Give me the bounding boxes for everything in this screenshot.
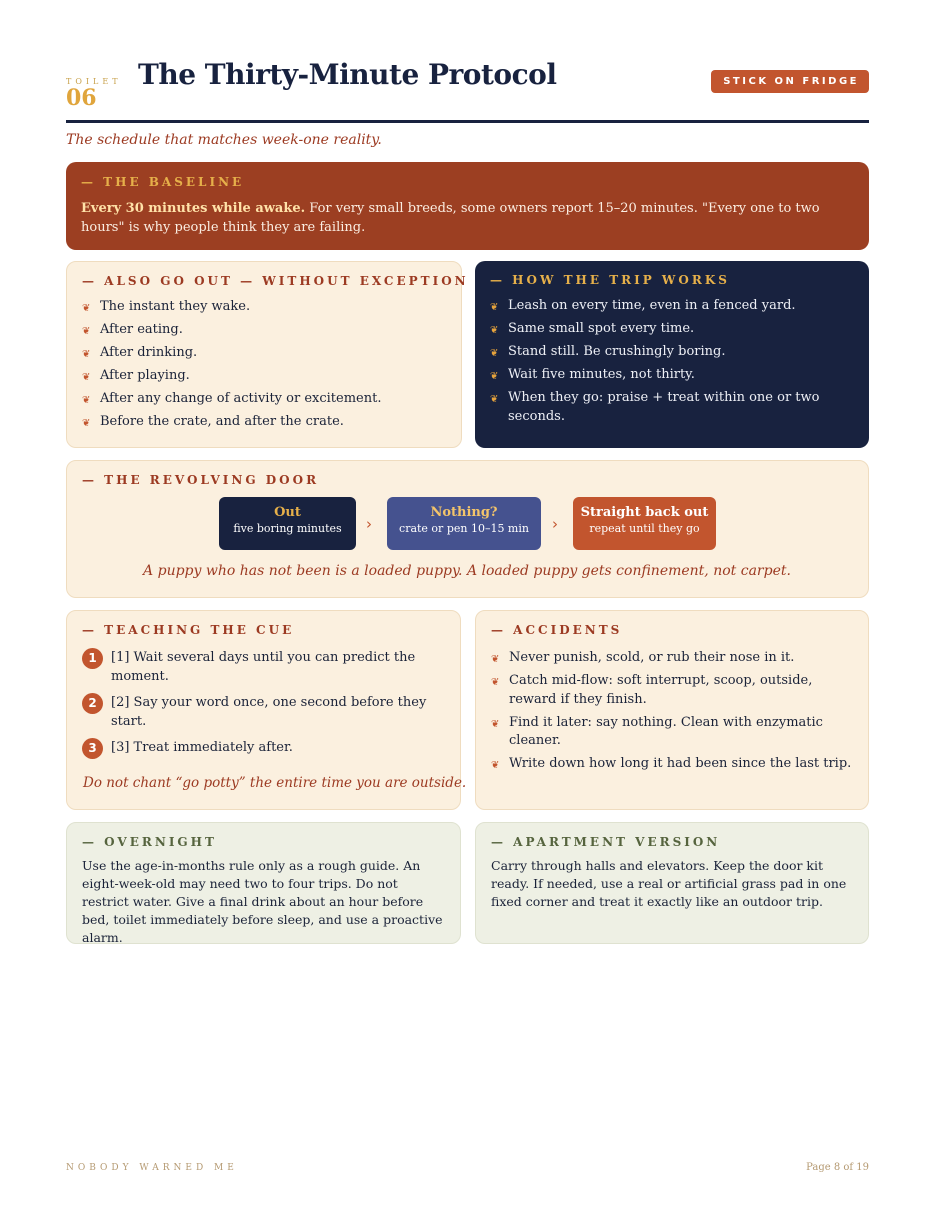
baseline-title: — THE BASELINE xyxy=(81,175,245,189)
list-item: ❦ Wait five minutes, not thirty. xyxy=(490,366,854,385)
paw-icon: ❦ xyxy=(82,326,91,337)
flow-step-out xyxy=(219,497,356,550)
apartment-text: Carry through halls and elevators. Keep the door kit ready. If needed, use a real or artificial grass pad in one fixed corner and treat it exactly like an outdoor trip. xyxy=(491,858,847,909)
baseline-card xyxy=(66,162,869,250)
list-item: ❦ Same small spot every time. xyxy=(490,320,854,339)
step-number-badge: 2 xyxy=(82,693,103,714)
list-item: ❦ After eating. xyxy=(82,321,446,340)
list-item: ❦ Write down how long it had been since the last trip. xyxy=(491,755,853,774)
overnight-title: — OVERNIGHT xyxy=(82,835,217,849)
page-header xyxy=(66,58,869,120)
paw-icon: ❦ xyxy=(491,718,500,730)
trip-works-title: — HOW THE TRIP WORKS xyxy=(490,273,730,287)
trip-works-card xyxy=(475,261,869,448)
flow-step-title: Straight back out xyxy=(580,505,709,520)
paw-icon: ❦ xyxy=(490,348,499,359)
list-item: ❦ Catch mid-flow: soft interrupt, scoop, outside, reward if they finish. xyxy=(491,673,813,707)
overnight-text: Use the age-in-months rule only as a rough guide. An eight-week-old may need two to four trips. Do not restrict water. Give a final drink about an hour before bed, toilet immediately before sleep, and use a proactive alarm. xyxy=(82,858,443,945)
flow-step-sub: repeat until they go xyxy=(589,522,700,535)
paw-icon: ❦ xyxy=(490,371,499,382)
teaching-cue-steps xyxy=(82,649,445,758)
also-go-out-title: — ALSO GO OUT — WITHOUT EXCEPTION xyxy=(82,274,469,288)
list-item: ❦ Never punish, scold, or rub their nose in it. xyxy=(491,649,853,668)
teaching-cue-card xyxy=(66,610,467,810)
flow-step-sub: five boring minutes xyxy=(233,522,342,535)
flow-step-nothing xyxy=(387,497,541,550)
teaching-cue-title: — TEACHING THE CUE xyxy=(82,623,295,637)
paw-icon: ❦ xyxy=(490,302,499,313)
paw-icon: ❦ xyxy=(490,394,499,405)
paw-icon: ❦ xyxy=(82,395,91,406)
list-item: ❦ After drinking. xyxy=(82,344,446,363)
chevron-right-icon: › xyxy=(366,515,372,533)
list-item: 2 [2] Say your word once, one second before they start. xyxy=(82,694,445,731)
flow-step-title: Out xyxy=(274,505,301,520)
header-rule xyxy=(66,120,869,123)
also-go-out-card xyxy=(66,261,469,448)
section-tag xyxy=(66,77,136,110)
list-item: ❦ When they go: praise + treat within one or two seconds. xyxy=(490,390,820,424)
apartment-title: — APARTMENT VERSION xyxy=(491,835,721,849)
paw-icon: ❦ xyxy=(82,349,91,360)
accidents-list xyxy=(491,649,853,774)
section-number: 06 xyxy=(66,85,97,111)
footer-brand: NOBODY WARNED ME xyxy=(66,1163,238,1173)
list-item: 1 [1] Wait several days until you can predict the moment. xyxy=(82,649,445,686)
baseline-text xyxy=(81,199,854,237)
paw-icon: ❦ xyxy=(82,372,91,383)
paw-icon: ❦ xyxy=(82,303,91,314)
paw-icon: ❦ xyxy=(491,677,500,688)
paw-icon: ❦ xyxy=(82,418,91,429)
page-subtitle: The schedule that matches week-one reality. xyxy=(66,132,382,148)
flow-step-straight-back xyxy=(573,497,716,550)
accidents-card xyxy=(475,610,869,810)
overnight-card xyxy=(66,822,461,944)
paw-icon: ❦ xyxy=(491,654,500,665)
paw-icon: ❦ xyxy=(491,760,500,771)
list-item: ❦ After any change of activity or excitement. xyxy=(82,390,446,409)
baseline-detail: For very small breeds, some owners report 15–20 minutes. "Every one to two hours" is why people think they are failing. xyxy=(81,201,820,235)
revolving-door-note: A puppy who has not been is a loaded puppy. A loaded puppy gets confinement, not carpet. xyxy=(143,563,791,579)
baseline-lead: Every 30 minutes while awake. xyxy=(81,201,306,216)
list-item: ❦ Leash on every time, even in a fenced yard. xyxy=(490,297,854,316)
step-number-badge: 3 xyxy=(82,738,103,759)
page-number: Page 8 of 19 xyxy=(806,1162,869,1173)
step-number-badge: 1 xyxy=(82,648,103,669)
apartment-card xyxy=(475,822,869,944)
list-item: ❦ Before the crate, and after the crate. xyxy=(82,413,446,432)
trip-works-list xyxy=(490,297,854,426)
stick-on-fridge-badge: STICK ON FRIDGE xyxy=(711,70,869,93)
chevron-right-icon: › xyxy=(552,515,558,533)
teaching-cue-note: Do not chant “go potty” the entire time you are outside. xyxy=(83,775,467,791)
list-item: ❦ Find it later: say nothing. Clean with enzymatic cleaner. xyxy=(491,714,823,748)
revolving-door-title: — THE REVOLVING DOOR xyxy=(82,473,320,487)
also-go-out-list xyxy=(82,298,446,432)
paw-icon: ❦ xyxy=(490,325,499,336)
list-item: ❦ The instant they wake. xyxy=(82,298,446,317)
accidents-title: — ACCIDENTS xyxy=(491,623,623,637)
flow-step-title: Nothing? xyxy=(430,505,498,520)
flow-step-sub: crate or pen 10–15 min xyxy=(399,522,529,535)
page-title: The Thirty-Minute Protocol xyxy=(138,58,557,91)
section-kicker: TOILET xyxy=(66,77,122,86)
list-item: 3 [3] Treat immediately after. xyxy=(82,739,445,758)
list-item: ❦ After playing. xyxy=(82,367,446,386)
revolving-door-card xyxy=(66,460,869,598)
list-item: ❦ Stand still. Be crushingly boring. xyxy=(490,343,854,362)
